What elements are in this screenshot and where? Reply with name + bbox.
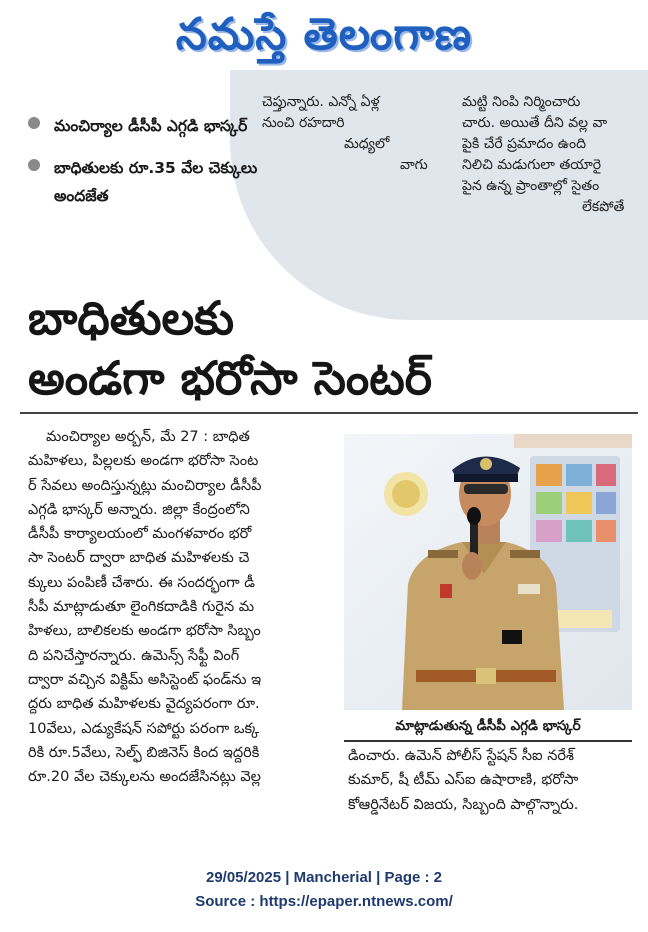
footer-source-link[interactable]: Source : https://epaper.ntnews.com/: [195, 893, 453, 910]
masthead-title: నమస్తే తెలంగాణ: [175, 9, 473, 60]
previous-article-line: పైకి చేరే ప్రమాదం ఉంది: [462, 136, 586, 152]
previous-article-column-1: [262, 92, 452, 176]
previous-article-line: మధ్యలో: [344, 136, 390, 152]
article-photo: [344, 434, 632, 710]
photo-caption: మాట్లాడుతున్న డీసీపీ ఎగ్గడి భాస్కర్: [344, 712, 632, 742]
body-line: ఎగ్గడి భాస్కర్ అన్నారు. జిల్లా కేంద్రంలోని: [28, 501, 250, 518]
body-line: సీపీ మాట్లాడుతూ లైంగికదాడికి గురైన మ: [28, 599, 255, 616]
body-line: ద్దరు బాధిత మహిళలకు వైద్యపరంగా రూ.: [28, 696, 260, 713]
headline-line-1: బాధితులకు: [28, 291, 235, 345]
previous-article-line: వాగు: [400, 157, 428, 173]
footer-date-edition: 29/05/2025 | Mancherial | Page : 2: [205, 869, 443, 886]
body-line: రికి రూ.5వేలు, సెల్ఫ్ బిజినెస్ కింద ఇద్దరికి: [28, 744, 260, 761]
body-line: రూ.20 వేల చెక్కులను అందజేసినట్లు వెల్ల: [28, 769, 261, 786]
body-line: కుమార్, షీ టీమ్ ఎస్ఐ ఉషారాణి, భరోసా: [348, 772, 579, 789]
body-line: ది పనిచేస్తారన్నారు. ఉమెన్స్ సేఫ్టీ వింగ్: [28, 647, 240, 664]
previous-article-line: చారు. అయితే దీని వల్ల వా: [462, 115, 608, 131]
police-officer-photo: [344, 434, 632, 710]
body-line: ద్వారా వచ్చిన విక్టిమ్ అసిస్టెంట్ ఫండ్‌ను ఇ: [28, 671, 262, 688]
highlight-text: మంచిర్యాల డీసీపీ ఎగ్గడి భాస్కర్: [54, 117, 248, 135]
article-headline: [28, 288, 638, 408]
body-line: క్కులు పంపిణీ చేశారు. ఈ సందర్భంగా డీ: [28, 574, 255, 591]
article-body-right: [348, 744, 636, 817]
body-line: డీసీపీ కార్యాలయంలో మంగళవారం భరో: [28, 526, 252, 543]
previous-article-column-2: [462, 92, 648, 218]
previous-article-line: మట్టి నింపి నిర్మించారు: [462, 94, 581, 110]
highlights-list: [28, 112, 268, 224]
highlight-item: [28, 112, 268, 140]
highlight-text: బాధితులకు రూ.35 వేల చెక్కులు అందజేత: [54, 159, 258, 205]
previous-article-line: చెప్తున్నారు. ఎన్నో ఏళ్ల: [262, 94, 380, 110]
page-footer: [0, 866, 648, 914]
body-line: డించారు. ఉమెన్ పోలీస్ స్టేషన్ సీఐ నరేశ్: [348, 748, 574, 764]
body-line: 10వేలు, ఎడ్యుకేషన్ సపోర్టు పరంగా ఒక్క: [28, 720, 260, 737]
body-line: మహిళలు, పిల్లలకు అండగా భరోసా సెంట: [28, 453, 259, 470]
headline-divider: [20, 412, 638, 414]
bullet-dot-icon: [28, 159, 40, 171]
body-line: సా సెంటర్ ద్వారా బాధిత మహిళలకు చె: [28, 550, 250, 567]
body-line: హిళలు, బాలికలకు అండగా భరోసా సిబ్బం: [28, 623, 261, 640]
highlight-item: [28, 154, 268, 210]
article-body-left: [28, 425, 338, 789]
previous-article-line: నుంచి రహదారి: [262, 115, 345, 131]
masthead: [0, 0, 648, 80]
bullet-dot-icon: [28, 117, 40, 129]
previous-article-line: పైన ఉన్న ప్రాంతాల్లో సైతం: [462, 178, 600, 194]
previous-article-line: నిలిచి మడుగులా తయారై: [462, 157, 602, 173]
previous-article-fragment: [262, 92, 648, 242]
body-line: ర్ సేవలు అందిస్తున్నట్లు మంచిర్యాల డీసీపీ: [28, 477, 262, 494]
headline-line-2: అండగా భరోసా సెంటర్: [28, 351, 433, 405]
body-line: కోఆర్డినేటర్ విజయ, సిబ్బంది పాల్గొన్నారు.: [348, 796, 579, 813]
body-line: మంచిర్యాల అర్బన్, మే 27 : బాధిత: [46, 429, 250, 445]
previous-article-line: లేకపోతే: [582, 199, 625, 215]
